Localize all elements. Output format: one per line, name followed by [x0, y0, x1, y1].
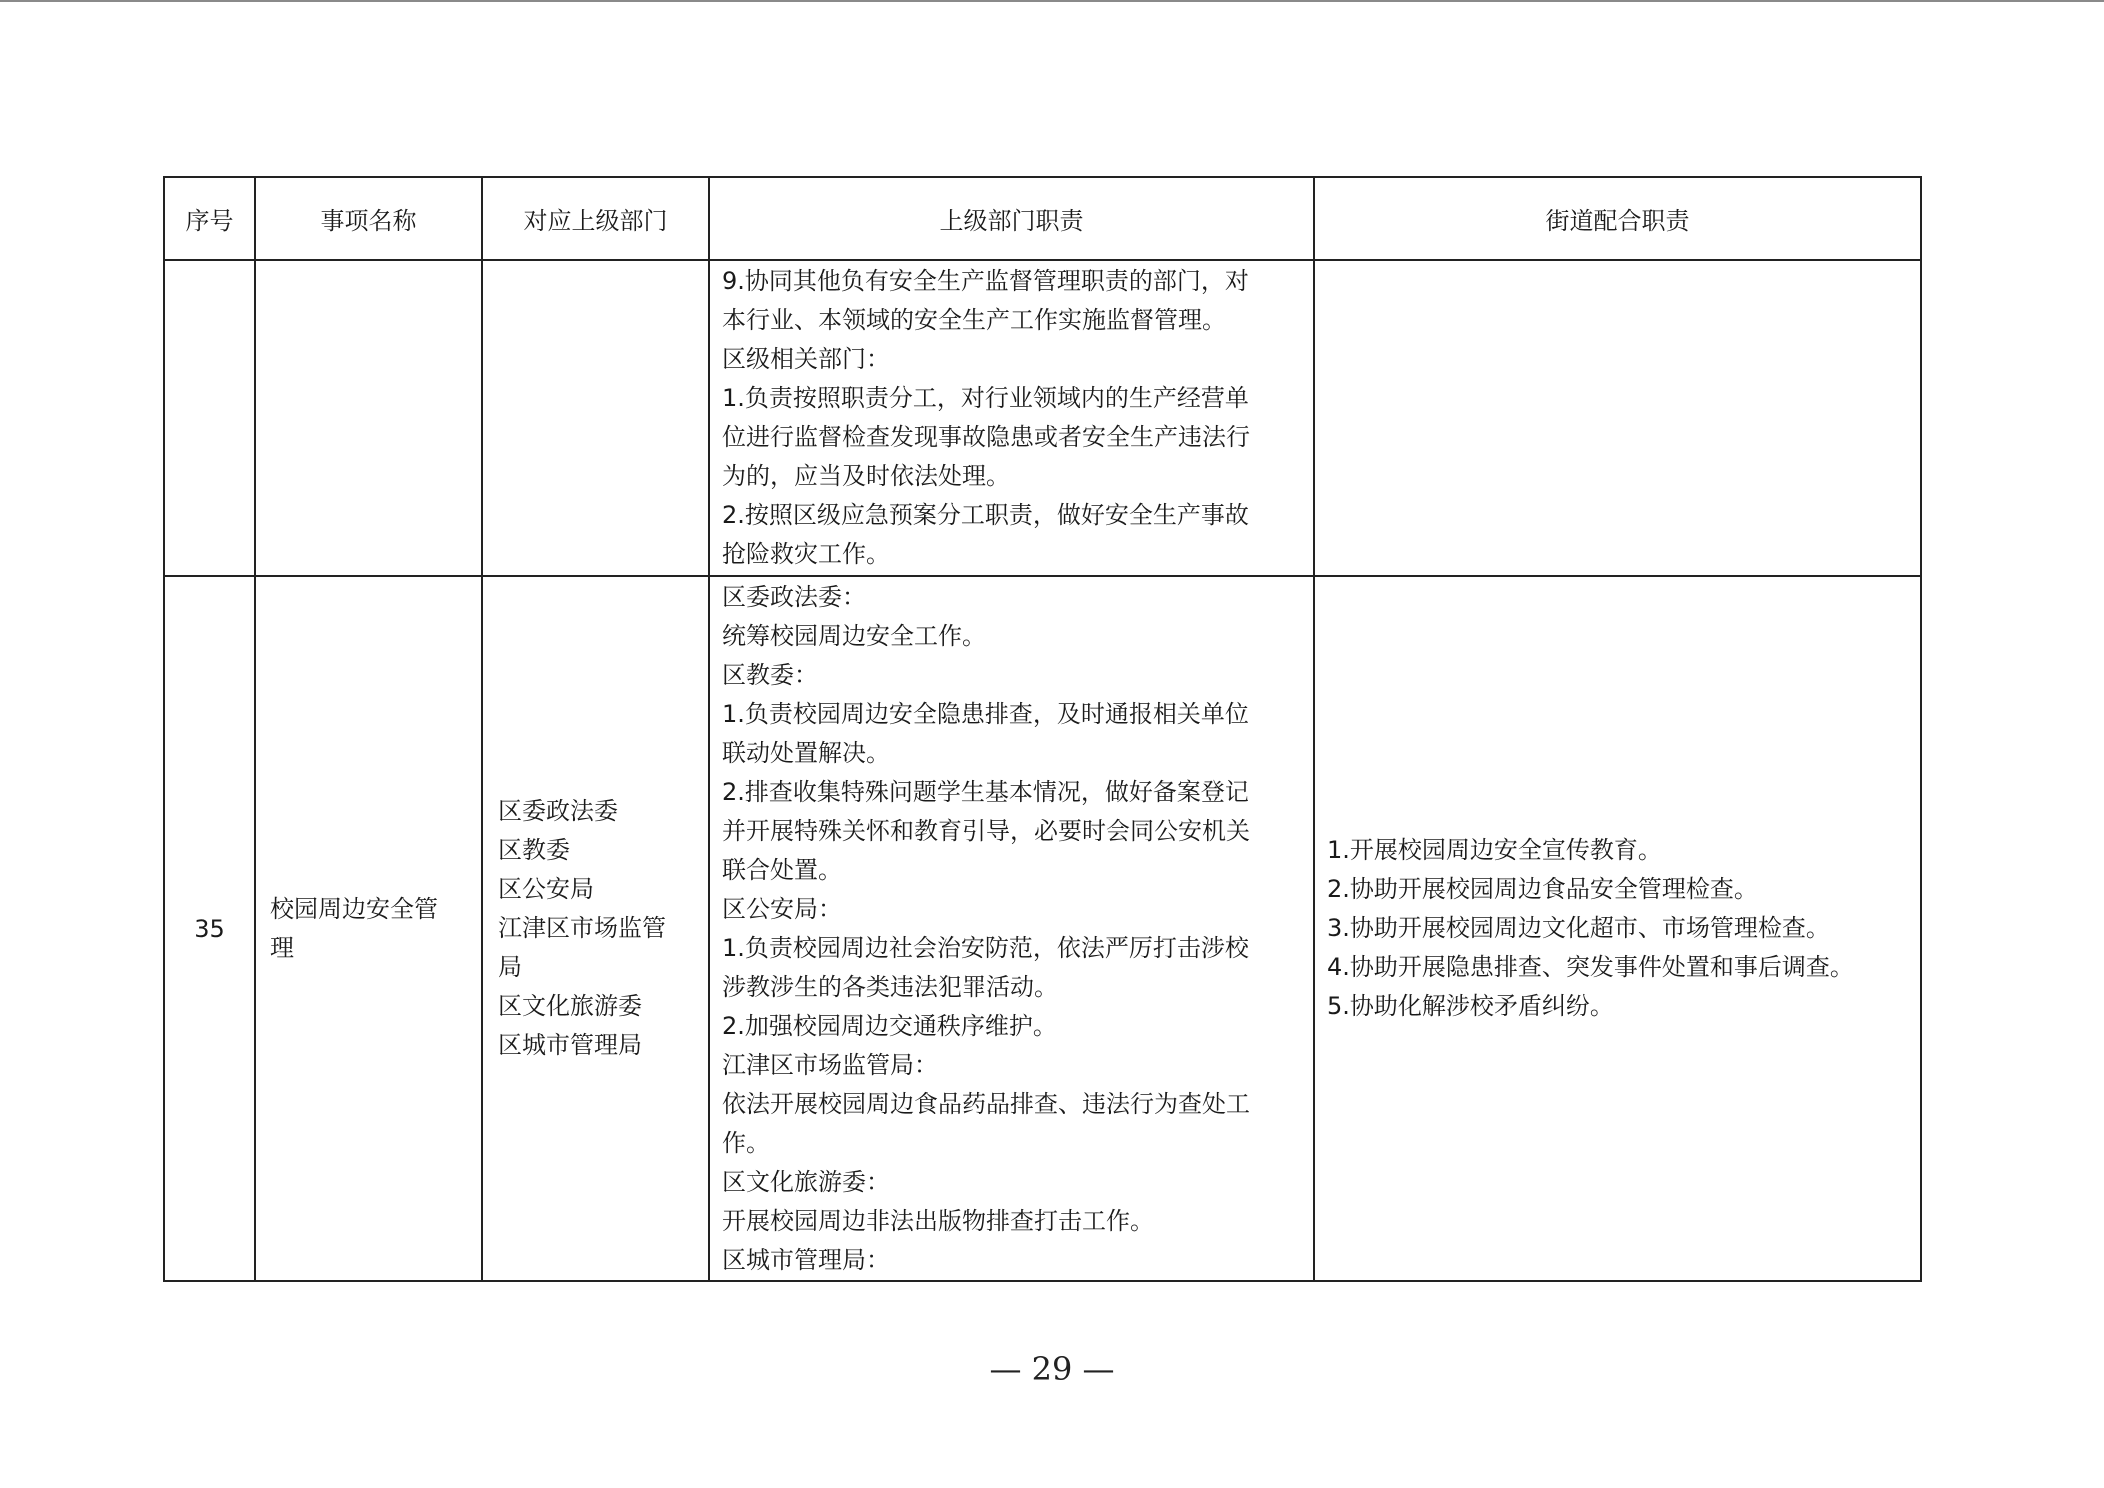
dept-line: 区委政法委 [498, 797, 618, 825]
row-street-duty-cell [1314, 576, 1921, 1281]
duty-line: 1.负责校园周边社会治安防范，依法严厉打击涉校 [722, 933, 1249, 962]
dept-lines [483, 788, 708, 1069]
dept-line: 区公安局 [498, 875, 594, 903]
duty-line: 江津区市场监管局： [722, 1050, 938, 1079]
row-upper-duty-cell [709, 576, 1314, 1281]
duty-line: 统筹校园周边安全工作。 [722, 621, 986, 650]
duty-line: 1.负责按照职责分工，对行业领域内的生产经营单 [722, 384, 1249, 412]
header-dept: 对应上级部门 [482, 177, 709, 260]
row-street-duty-cell [1314, 260, 1921, 576]
dept-line: 局 [498, 953, 522, 981]
duty-line: 本行业、本领域的安全生产工作实施监督管理。 [722, 306, 1226, 334]
dept-line: 区文化旅游委 [498, 992, 642, 1020]
street-duty-line: 2.协助开展校园周边食品安全管理检查。 [1327, 875, 1758, 903]
duty-line: 2.排查收集特殊问题学生基本情况，做好备案登记 [722, 777, 1249, 806]
header-num: 序号 [164, 177, 255, 260]
duty-line: 位进行监督检查发现事故隐患或者安全生产违法行 [722, 423, 1250, 451]
street-duty-line: 5.协助化解涉校矛盾纠纷。 [1327, 992, 1614, 1020]
duty-line: 1.负责校园周边安全隐患排查，及时通报相关单位 [722, 699, 1249, 728]
table-header-row [164, 177, 1921, 260]
row-dept-cell [482, 576, 709, 1281]
header-upper-duty: 上级部门职责 [709, 177, 1314, 260]
name-lines [256, 886, 481, 972]
street-duty-lines [1315, 827, 1920, 1030]
duty-line: 涉教涉生的各类违法犯罪活动。 [722, 972, 1058, 1001]
row-num-cell: 35 [164, 576, 255, 1281]
duty-line: 区教委： [722, 660, 818, 689]
street-duty-line: 4.协助开展隐患排查、突发事件处置和事后调查。 [1327, 953, 1854, 981]
duty-line: 9.协同其他负有安全生产监督管理职责的部门，对 [722, 267, 1249, 295]
duty-line: 抢险救灾工作。 [722, 540, 890, 568]
table-row [164, 260, 1921, 576]
row-name-cell [255, 260, 482, 576]
duty-line: 区公安局： [722, 894, 842, 923]
duty-line: 联动处置解决。 [722, 738, 890, 767]
header-name: 事项名称 [255, 177, 482, 260]
dept-line: 区城市管理局 [498, 1031, 642, 1059]
top-border-line [0, 0, 2104, 2]
duty-line: 2.加强校园周边交通秩序维护。 [722, 1011, 1057, 1040]
duty-line: 并开展特殊关怀和教育引导，必要时会同公安机关 [722, 816, 1250, 845]
dept-line: 江津区市场监管 [498, 914, 666, 942]
row-num-cell [164, 260, 255, 576]
name-line: 理 [270, 933, 294, 962]
duty-line: 联合处置。 [722, 855, 842, 884]
table-row [164, 576, 1921, 1281]
row-dept-cell [482, 260, 709, 576]
row-upper-duty-cell [709, 260, 1314, 576]
duty-line: 依法开展校园周边食品药品排查、违法行为查处工 [722, 1089, 1250, 1118]
duty-line: 区委政法委： [722, 582, 866, 611]
duty-line: 区文化旅游委： [722, 1167, 890, 1196]
duty-line: 开展校园周边非法出版物排查打击工作。 [722, 1206, 1154, 1235]
duty-line: 为的，应当及时依法处理。 [722, 462, 1010, 490]
row-name-cell [255, 576, 482, 1281]
duty-line: 作。 [722, 1128, 770, 1157]
dept-line: 区教委 [498, 836, 570, 864]
header-street-duty: 街道配合职责 [1314, 177, 1921, 260]
page-number: — 29 — [989, 1350, 1115, 1388]
duty-line: 区城市管理局： [722, 1245, 890, 1274]
name-line: 校园周边安全管 [270, 894, 438, 923]
street-duty-line: 1.开展校园周边安全宣传教育。 [1327, 836, 1662, 864]
duty-line: 2.按照区级应急预案分工职责，做好安全生产事故 [722, 501, 1249, 529]
upper-duty-lines [710, 262, 1313, 574]
duty-table [163, 176, 1922, 1282]
duty-line: 区级相关部门： [722, 345, 890, 373]
street-duty-line: 3.协助开展校园周边文化超市、市场管理检查。 [1327, 914, 1830, 942]
upper-duty-lines [710, 578, 1313, 1280]
